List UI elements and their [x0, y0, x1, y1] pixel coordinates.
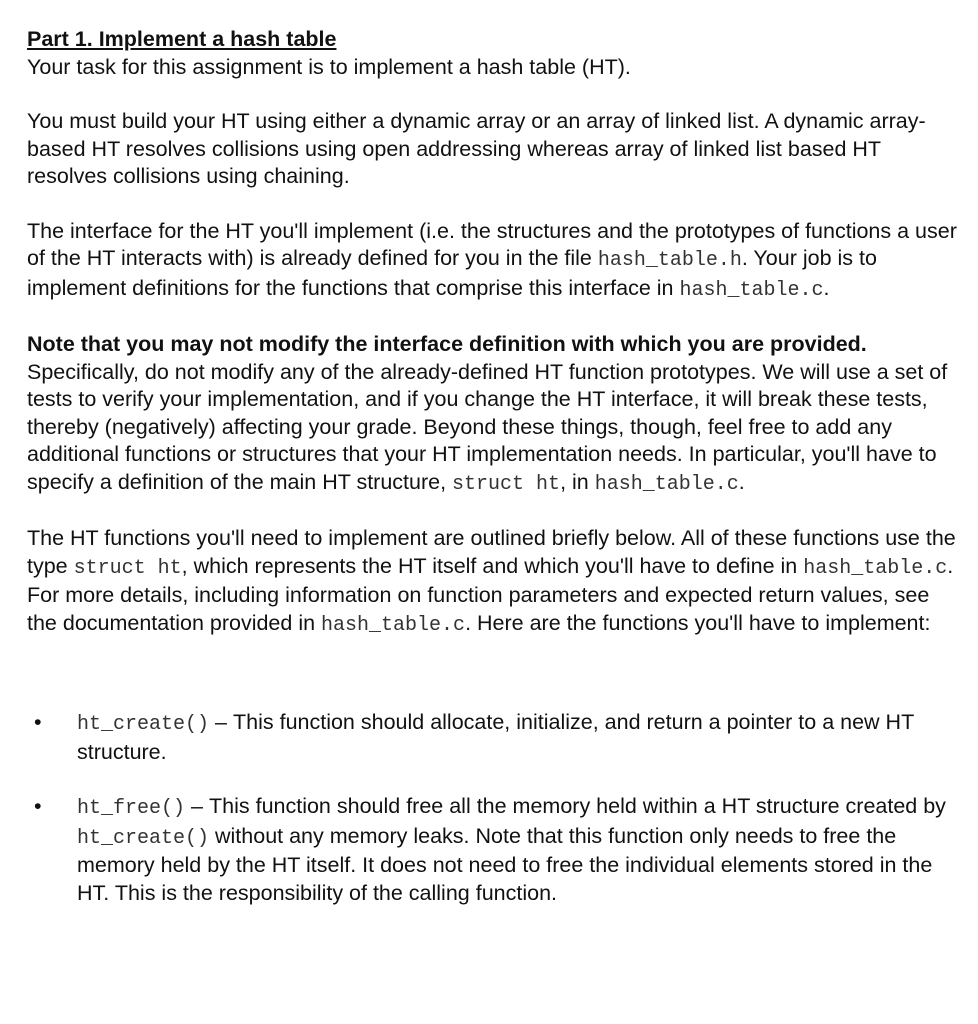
bullet-icon: •: [34, 710, 42, 734]
code-hash-table-c: hash_table.c: [803, 556, 948, 580]
code-struct-ht: struct ht: [73, 556, 182, 580]
intro-paragraph: Your task for this assignment is to implement a hash table (HT).: [27, 54, 631, 79]
code-ht-create: ht_create(): [77, 713, 210, 736]
functions-overview-paragraph: The HT functions you'll need to implement are outlined briefly below. All of these functions use the type struct ht, which represents the HT itself and which you'll have to define in hash_table.c. For more details, including information on function parameters and expected return values, see the documentation provided in hash_table.c. Here are the functions you'll have to implement:: [27, 526, 956, 637]
section-title: Part 1. Implement a hash table: [27, 27, 337, 51]
function-description: This function should allocate, initialize, and return a pointer to a new HT structure.: [77, 710, 914, 764]
implementation-paragraph: You must build your HT using either a dynamic array or an array of linked list. A dynamic array-based HT resolves collisions using open addressing whereas array of linked list based HT resolves collisions using chaining.: [27, 109, 926, 188]
list-item: • ht_free() – This function should free all the memory held within a HT structure created by ht_create() without any memory leaks. Note that this function only needs to free the memory held by the HT itself. It does not need to free the individual elements stored in the HT. This is the responsibility of the calling function.: [34, 794, 946, 905]
code-ht-free: ht_free(): [77, 797, 186, 820]
note-paragraph: Note that you may not modify the interface definition with which you are provided. Specifically, do not modify any of the already-defined HT function prototypes. We will use a set of tests to verify your implementation, and if you change the HT interface, it will break these tests, thereby (negatively) affecting your grade. Beyond these things, though, feel free to add any additional functions or structures that your HT implementation needs. In particular, you'll have to specify a definition of the main HT structure, struct ht, in hash_table.c.: [27, 332, 948, 496]
note-bold-text: Note that you may not modify the interface definition with which you are provided.: [27, 332, 867, 356]
code-hash-table-c: hash_table.c: [594, 472, 739, 496]
function-list: [27, 709, 957, 907]
function-description: This function should free all the memory held within a HT structure created by: [209, 794, 946, 818]
code-hash-table-c: hash_table.c: [679, 278, 824, 302]
code-struct-ht: struct ht: [452, 472, 561, 496]
code-ht-create-ref: ht_create(): [77, 826, 210, 850]
code-hash-table-c: hash_table.c: [321, 613, 466, 637]
bullet-icon: •: [34, 794, 42, 818]
code-hash-table-h: hash_table.h: [597, 249, 742, 272]
document-page: [27, 26, 957, 907]
list-item: • ht_create() – This function should allocate, initialize, and return a pointer to a new HT structure.: [34, 710, 914, 764]
interface-paragraph: The interface for the HT you'll implement (i.e. the structures and the prototypes of functions a user of the HT interacts with) is already defined for you in the file hash_table.h. Your job is to implement definitions for the functions that comprise this interface in hash_table.c.: [27, 218, 957, 302]
